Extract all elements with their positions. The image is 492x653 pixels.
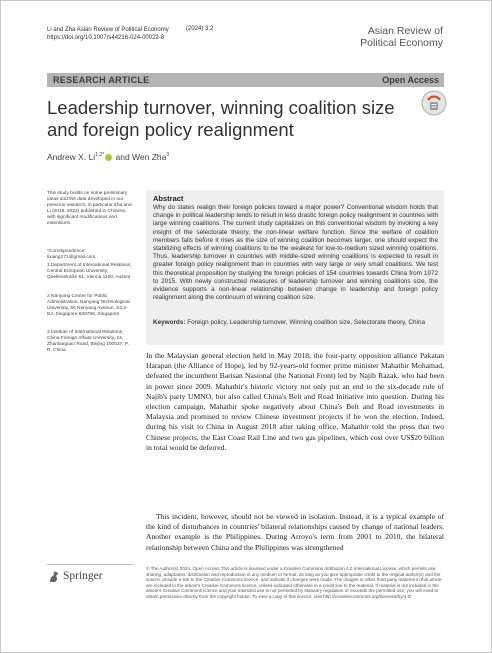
sidebar-note: This study builds on some preliminary ideas and the data developed in our previous research, in particular Zha and Li (2018, 2022) published in Chinese, with significant modifications and extensions. <box>47 191 132 226</box>
affiliation: 1 Department of International Relations, Central European University, Quellenstraße 51, Vienna 1100, Austria <box>47 263 132 280</box>
affiliation: 2 Nanyang Centre for Public Administration, Nanyang Technological University, 50 Nanyang Avenue, S3.2-B4, Singapore 639798, Singapore <box>47 294 130 317</box>
springer-horse-icon <box>47 570 61 584</box>
title-line2: and foreign policy realignment <box>47 119 294 140</box>
paper-title <box>47 97 407 141</box>
correspondence-label: *Correspondence: <box>47 249 86 254</box>
author-list <box>47 152 169 162</box>
abstract-text: Why do states realign their foreign policies toward a major power? Conventional wisdom holds that change in political leadership tends to result in less drastic foreign policy realignment in countries with large winning coalitions. The current study capitalizes on this conventional wisdom by invoking a key insight of the selectorate theory, the non-linear welfare function. Since the welfare of coalition members falls before it rises as the size of winning coalition becomes larger, one should expect the stabilizing effects of winning coalitions to be the weakest for low-to-medium sized winning coalitions. Thus, leadership turnover in countries with middle-sized winning coalitions is expected to result in greater foreign policy realignment than in countries with very large or very small coalitions. We test this theoretical proposition by studying the foreign policies of 154 countries towards China from 1972 to 2015. With newly constructed measures of leadership turnover and winning coalitions size, the evidence supports a non-linear relationship between change in leadership and foreign policy realignment along the continuum of winning coalition size. <box>153 204 438 302</box>
open-access-label: Open Access <box>382 75 439 85</box>
correspondence-email[interactable]: lixiang171@gmail.com <box>47 255 96 260</box>
keywords-label: Keywords: <box>153 319 186 326</box>
license-text: © The Author(s) 2024. Open Access This article is licensed under a Creative Commons Attribution 4.0 International License, which permits use, sharing, adaptation, distribution and reproduction in any medium or format, as long as you give appropriate credit to the original author(s) and the source, provide a link to the Creative Commons licence, and indicate if changes were made. The images or other third party material in this article are included in the article's Creative Commons licence, unless indicated otherwise in a credit line to the material. If material is not included in the article's Creative Commons licence and your intended use is not permitted by statutory regulation or exceeds the permitted use, you will need to obtain permission directly from the copyright holder. To view a copy of this licence, visit http://creativecommons.org/licenses/by/4.0/. <box>146 566 442 599</box>
citation-year: (2024) 3:2 <box>186 26 214 32</box>
keywords-text: Foreign policy, Leadership turnover, Winning coalition size, Selectorate theory, China <box>187 319 425 326</box>
check-for-updates-icon[interactable] <box>421 90 447 116</box>
citation-line: Li and Zha Asian Review of Political Economy <box>47 27 169 33</box>
author-name[interactable]: Andrew X. Li <box>47 152 96 162</box>
author-name[interactable]: and Wen Zha <box>115 152 167 162</box>
footer-divider <box>47 564 133 565</box>
title-line1: Leadership turnover, winning coalition size <box>47 97 395 118</box>
journal-name <box>360 25 443 49</box>
abstract-heading: Abstract <box>153 194 184 203</box>
citation-header <box>47 26 169 42</box>
article-type: RESEARCH ARTICLE <box>53 75 150 85</box>
body-paragraph: This incident, however, should not be viewed in isolation. Instead, it is a typical example of the kind of disturbances in countries' bilateral relationships caused by change of national leaders. Another example is the Philippines. During Arroyo's term from 2001 to 2010, the bilateral relationship between China and the Philippines was strengthened <box>146 512 444 552</box>
author-affiliation-marks: 1,2* <box>95 152 105 159</box>
journal-name-line1: Asian Review of <box>367 25 443 37</box>
body-paragraph: In the Malaysian general election held in May 2018, the four-party opposition alliance Pakatan Harapan (the Alliance of Hope), led by 92-years-old former prime minister Mahathir Mohamad, defeated the incumbent Barisan Nasional (the National Front) led by Najib Razak, who had been in power since 2009. Mahathir's historic victory not only put an end to the six-decade rule of Najib's party UMNO, but also called China's Belt and Road Initiative into question. During his election campaign, Mahathir spoke negatively about China's Belt and Road investments in Malaysia and promised to review Chinese investment projects if he won the election. Indeed, during his visit to China in August 2018 after taking office, Mahathir told the press that two Chinese projects, the East Coast Rail Line and two gas pipelines, which cost over US$20 billion in total would be deferred. <box>146 351 444 452</box>
orcid-icon[interactable] <box>105 154 112 161</box>
affiliation: 3 Institute of International Relations, China Foreign Affairs University, 24, Zhanlanguan Road, Beijing 100037, P. R. China <box>47 330 129 353</box>
keywords <box>153 319 438 327</box>
author-affiliation-marks: 3 <box>166 152 170 159</box>
journal-name-line2: Political Economy <box>360 37 443 49</box>
publisher-logo: Springer <box>63 570 103 582</box>
doi-link[interactable]: https://doi.org/10.1007/s44216-024-00022-8 <box>47 35 165 41</box>
